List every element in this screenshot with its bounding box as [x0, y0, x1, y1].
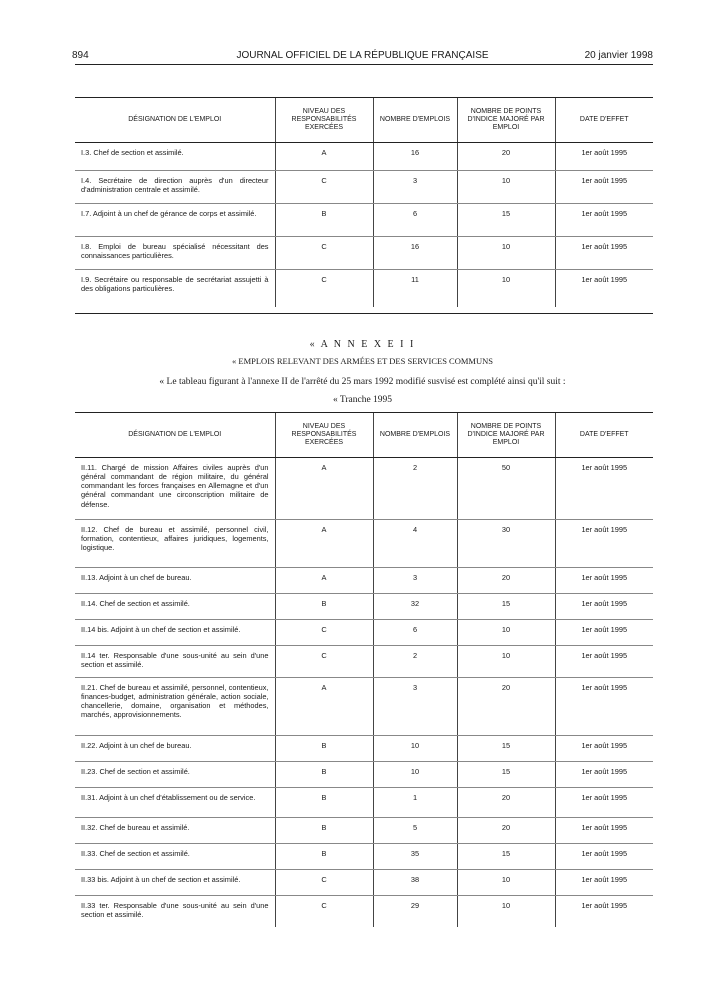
cell-niveau: B — [275, 203, 373, 236]
col-header-niveau: NIVEAU DES RESPONSABILITÉS EXERCÉES — [275, 413, 373, 457]
cell-designation: II.33 bis. Adjoint à un chef de section et assimilé. — [75, 869, 275, 895]
cell-niveau: A — [275, 567, 373, 593]
cell-points: 20 — [457, 817, 555, 843]
cell-nombre: 11 — [373, 269, 457, 307]
cell-niveau: B — [275, 843, 373, 869]
cell-niveau: C — [275, 895, 373, 927]
cell-niveau: C — [275, 869, 373, 895]
table-row — [75, 895, 653, 927]
cell-date-effet: 1er août 1995 — [581, 274, 628, 284]
cell-nombre: 6 — [373, 203, 457, 236]
table-row — [75, 519, 653, 567]
cell-date-effet: 1er août 1995 — [555, 203, 653, 236]
table-row — [75, 593, 653, 619]
cell-niveau: B — [275, 787, 373, 817]
cell-nombre: 2 — [373, 457, 457, 519]
cell-niveau: C — [275, 619, 373, 645]
cell-points: 10 — [457, 236, 555, 269]
cell-nombre: 10 — [373, 735, 457, 761]
cell-points: 20 — [457, 142, 555, 170]
cell-points: 10 — [457, 895, 555, 927]
journal-title: JOURNAL OFFICIEL DE LA RÉPUBLIQUE FRANÇAISE — [236, 50, 489, 61]
header-rule — [75, 64, 653, 65]
cell-nombre: 16 — [373, 142, 457, 170]
cell-niveau: A — [275, 677, 373, 735]
col-header-points: NOMBRE DE POINTS D'INDICE MAJORÉ PAR EMPLOI — [457, 98, 555, 142]
cell-date-effet: 1er août 1995 — [555, 787, 653, 817]
cell-points: 50 — [457, 457, 555, 519]
cell-points: 20 — [457, 677, 555, 735]
cell-designation: I.4. Secrétaire de direction auprès d'un directeur d'administration centrale et assimilé. — [75, 170, 275, 203]
cell-designation: II.12. Chef de bureau et assimilé, personnel civil, formation, contentieux, affaires juridiques, logements, logistique. — [75, 519, 275, 567]
cell-date-effet: 1er août 1995 — [555, 761, 653, 787]
cell-date-effet: 1er août 1995 — [555, 619, 653, 645]
cell-nombre: 38 — [373, 869, 457, 895]
cell-date-effet: 1er août 1995 — [555, 869, 653, 895]
cell-niveau: C — [275, 645, 373, 677]
table-row — [75, 735, 653, 761]
cell-designation: I.9. Secrétaire ou responsable de secrétariat assujetti à des obligations particulières. — [75, 269, 275, 307]
positions-table-1 — [75, 98, 653, 307]
cell-designation: I.8. Emploi de bureau spécialisé nécessitant des connaissances particulières. — [75, 236, 275, 269]
cell-designation: II.22. Adjoint à un chef de bureau. — [75, 735, 275, 761]
cell-nombre: 1 — [373, 787, 457, 817]
cell-designation: II.14 ter. Responsable d'une sous-unité au sein d'une section et assimilé. — [75, 645, 275, 677]
cell-date-effet: 1er août 1995 — [555, 142, 653, 170]
cell-nombre: 29 — [373, 895, 457, 927]
table-row — [75, 269, 653, 307]
table1-bottom-rule — [75, 313, 653, 314]
table-row — [75, 869, 653, 895]
cell-points: 10 — [457, 619, 555, 645]
col-header-nombre: NOMBRE D'EMPLOIS — [373, 98, 457, 142]
cell-date-effet: 1er août 1995 — [555, 843, 653, 869]
cell-points: 10 — [457, 170, 555, 203]
table-header-row — [75, 98, 653, 142]
cell-points: 20 — [457, 567, 555, 593]
cell-designation: II.11. Chargé de mission Affaires civiles auprès d'un général commandant de région militaire, du général commandant les forces françaises en Allemagne et d'un général commandant une circonscription militaire de défense. — [75, 457, 275, 519]
cell-nombre: 35 — [373, 843, 457, 869]
cell-designation: I.3. Chef de section et assimilé. — [75, 142, 275, 170]
cell-niveau: B — [275, 761, 373, 787]
cell-designation: II.33 ter. Responsable d'une sous-unité au sein d'une section et assimilé. — [75, 895, 275, 927]
cell-date-effet: 1er août 1995 — [555, 735, 653, 761]
cell-niveau: A — [275, 142, 373, 170]
cell-date-effet: 1er août 1995 — [555, 170, 653, 203]
cell-designation: I.7. Adjoint à un chef de gérance de corps et assimilé. — [75, 203, 275, 236]
cell-points: 15 — [457, 761, 555, 787]
cell-niveau: B — [275, 817, 373, 843]
cell-nombre: 10 — [373, 761, 457, 787]
cell-niveau: B — [275, 593, 373, 619]
cell-nombre: 3 — [373, 170, 457, 203]
cell-points: 10 — [457, 645, 555, 677]
col-header-date-effet: DATE D'EFFET — [555, 413, 653, 457]
positions-table-2 — [75, 413, 653, 927]
table-row — [75, 817, 653, 843]
cell-nombre: 32 — [373, 593, 457, 619]
cell-designation: II.33. Chef de section et assimilé. — [75, 843, 275, 869]
cell-niveau: A — [275, 457, 373, 519]
table-row — [75, 843, 653, 869]
page-date: 20 janvier 1998 — [584, 50, 653, 61]
table-row — [75, 645, 653, 677]
cell-designation: II.32. Chef de bureau et assimilé. — [75, 817, 275, 843]
cell-points: 15 — [457, 203, 555, 236]
cell-nombre: 4 — [373, 519, 457, 567]
col-header-designation: DÉSIGNATION DE L'EMPLOI — [75, 98, 275, 142]
cell-date-effet: 1er août 1995 — [555, 677, 653, 735]
page-number: 894 — [72, 50, 89, 61]
table1-body — [75, 142, 653, 307]
cell-nombre: 3 — [373, 567, 457, 593]
cell-nombre: 5 — [373, 817, 457, 843]
col-header-designation: DÉSIGNATION DE L'EMPLOI — [75, 413, 275, 457]
table-row — [75, 203, 653, 236]
table-row — [75, 787, 653, 817]
cell-niveau: C — [275, 236, 373, 269]
cell-points: 10 — [457, 269, 555, 307]
cell-points: 15 — [457, 593, 555, 619]
table-row — [75, 761, 653, 787]
cell-date-effet: 1er août 1995 — [555, 457, 653, 519]
annexe-title: « A N N E X E I I — [309, 339, 416, 350]
cell-designation: II.13. Adjoint à un chef de bureau. — [75, 567, 275, 593]
table-row — [75, 567, 653, 593]
cell-nombre: 6 — [373, 619, 457, 645]
cell-niveau: C — [275, 269, 373, 307]
annexe-intro: « Le tableau figurant à l'annexe II de l'arrêté du 25 mars 1992 modifié susvisé est complété ainsi qu'il suit : — [159, 377, 566, 387]
cell-designation: II.14. Chef de section et assimilé. — [75, 593, 275, 619]
cell-date-effet: 1er août 1995 — [581, 900, 628, 910]
cell-points: 15 — [457, 843, 555, 869]
cell-points: 30 — [457, 519, 555, 567]
tranche-label: « Tranche 1995 — [332, 395, 393, 405]
table-row — [75, 236, 653, 269]
col-header-niveau: NIVEAU DES RESPONSABILITÉS EXERCÉES — [275, 98, 373, 142]
cell-date-effet: 1er août 1995 — [555, 817, 653, 843]
table-row — [75, 457, 653, 519]
cell-nombre: 3 — [373, 677, 457, 735]
cell-points: 20 — [457, 787, 555, 817]
cell-points: 15 — [457, 735, 555, 761]
cell-designation: II.31. Adjoint à un chef d'établissement ou de service. — [75, 787, 275, 817]
cell-niveau: C — [275, 170, 373, 203]
col-header-nombre: NOMBRE D'EMPLOIS — [373, 413, 457, 457]
cell-designation: II.21. Chef de bureau et assimilé, personnel, contentieux, finances-budget, administration générale, action sociale, chancellerie, domaine, organisation et méthodes, marchés, approvisionnements. — [75, 677, 275, 735]
cell-designation: II.14 bis. Adjoint à un chef de section et assimilé. — [75, 619, 275, 645]
table-row — [75, 619, 653, 645]
cell-niveau: B — [275, 735, 373, 761]
table-row — [75, 142, 653, 170]
cell-date-effet: 1er août 1995 — [555, 593, 653, 619]
col-header-date-effet: DATE D'EFFET — [555, 98, 653, 142]
cell-date-effet: 1er août 1995 — [555, 567, 653, 593]
cell-nombre: 2 — [373, 645, 457, 677]
cell-date-effet: 1er août 1995 — [555, 645, 653, 677]
cell-designation: II.23. Chef de section et assimilé. — [75, 761, 275, 787]
table-row — [75, 170, 653, 203]
table-row — [75, 677, 653, 735]
cell-date-effet: 1er août 1995 — [555, 519, 653, 567]
table-header-row — [75, 413, 653, 457]
annexe-subtitle: « EMPLOIS RELEVANT DES ARMÉES ET DES SERVICES COMMUNS — [232, 356, 493, 366]
col-header-points: NOMBRE DE POINTS D'INDICE MAJORÉ PAR EMPLOI — [457, 413, 555, 457]
cell-points: 10 — [457, 869, 555, 895]
cell-nombre: 16 — [373, 236, 457, 269]
cell-date-effet: 1er août 1995 — [555, 236, 653, 269]
table2-body — [75, 457, 653, 927]
cell-niveau: A — [275, 519, 373, 567]
